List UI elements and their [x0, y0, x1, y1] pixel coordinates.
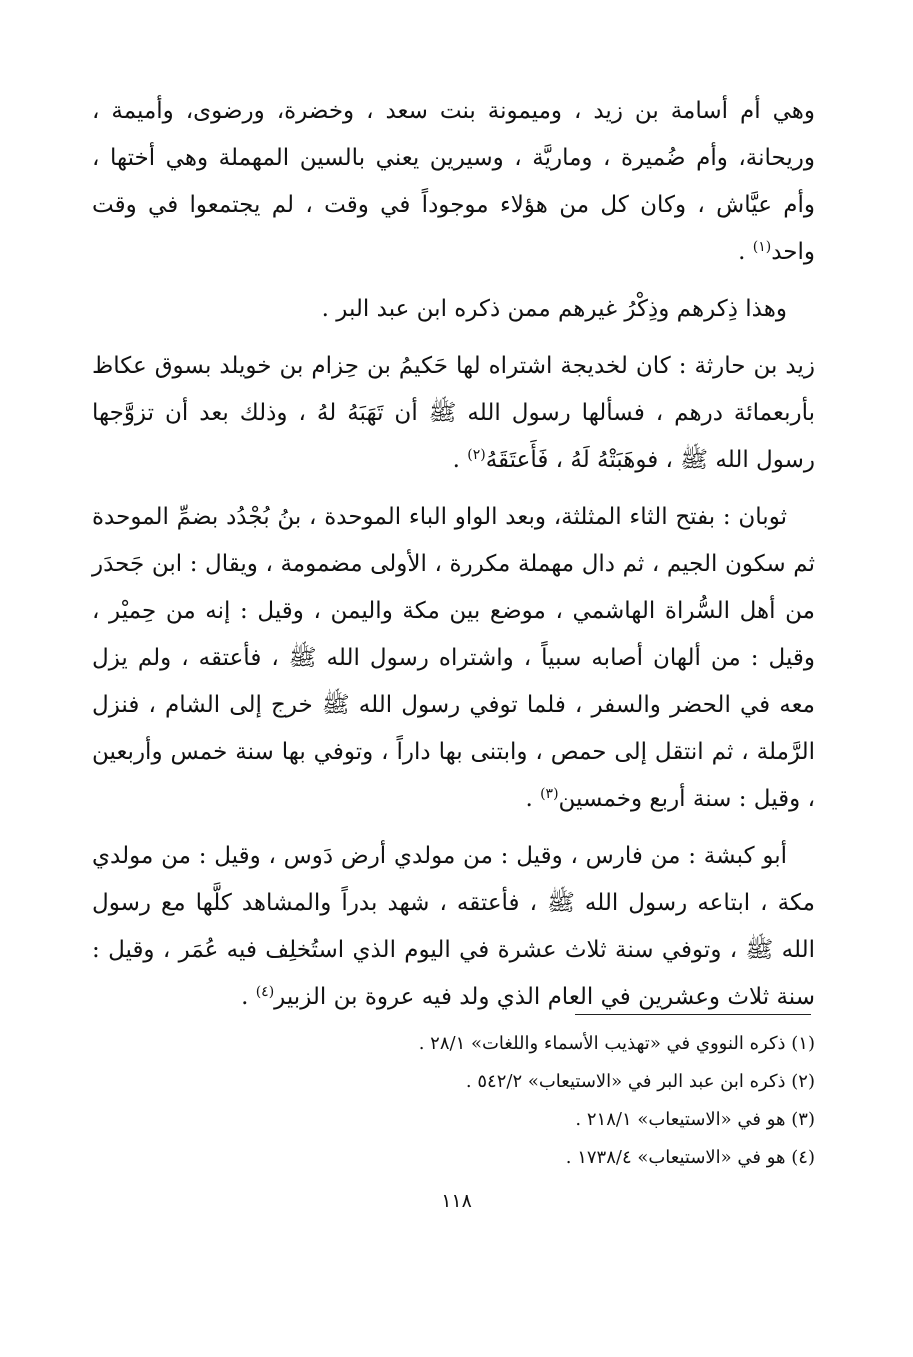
paragraph-5 [92, 833, 815, 1021]
paragraph-4-text: ثوبان : بفتح الثاء المثلثة، وبعد الواو الباء الموحدة ، بنُ بُجْدُد بضمِّ الموحدة ثم سكون الجيم ، ثم دال مهملة مكررة ، الأولى مضمومة ، ويقال : ابن جَحدَر من أهل السُّراة الهاشمي ، موضع بين مكة واليمن ، وقيل : إنه من حِميْر ، وقيل : من ألهان أصابه سبياً ، واشتراه رسول الله ﷺ ، فأعتقه ، ولم يزل معه في الحضر والسفر ، فلما توفي رسول الله ﷺ خرج إلى الشام ، فنزل الرَّملة ، ثم انتقل إلى حمص ، وابتنى بها داراً ، وتوفي بها سنة خمس وأربعين ، وقيل : سنة أربع وخمسين [92, 504, 815, 812]
paragraph-4-end: . [525, 786, 541, 812]
footnotes [92, 1025, 815, 1177]
paragraph-2 [92, 286, 815, 333]
footnote-3: (٣) هو في «الاستيعاب» ٢١٨/١ . [575, 1109, 815, 1130]
paragraph-1-text: وهي أم أسامة بن زيد ، وميمونة بنت سعد ، وخضرة، ورضوى، وأميمة ، وريحانة، وأم ضُميرة ، وماريَّة ، وسيرين يعني بالسين المهملة وهي أختها ، وأم عيَّاش ، وكان كل من هؤلاء موجوداً في وقت ، لم يجتمعوا في وقت واحد [92, 98, 815, 265]
paragraph-3 [92, 343, 815, 484]
footnote-ref-2[interactable]: (٢) [467, 447, 486, 463]
paragraph-5-text: أبو كبشة : من فارس ، وقيل : من مولدي أرض دَوس ، وقيل : من مولدي مكة ، ابتاعه رسول الله ﷺ ، فأعتقه ، شهد بدراً والمشاهد كلَّها مع رسول الله ﷺ ، وتوفي سنة ثلاث عشرة في اليوم الذي استُخلِف فيه عُمَر ، وقيل : سنة ثلاث وعشرين في العام الذي ولد فيه عروة بن الزبير [92, 843, 815, 1010]
paragraph-2-text: وهذا ذِكرهم وذِكْرُ غيرهم ممن ذكره ابن عبد البر . [321, 296, 787, 322]
footnote-ref-4[interactable]: (٤) [255, 984, 275, 1000]
footnote-2: (٢) ذكره ابن عبد البر في «الاستيعاب» ٥٤٢/٢ . [465, 1071, 815, 1092]
page-number: ١١٨ [441, 1190, 472, 1212]
paragraph-3-end: . [452, 447, 468, 473]
footnote-ref-3[interactable]: (٣) [540, 786, 559, 802]
footnote-separator [575, 1014, 811, 1015]
footnote-1: (١) ذكره النووي في «تهذيب الأسماء واللغات» ٢٨/١ . [418, 1033, 815, 1054]
paragraph-4 [92, 494, 815, 823]
paragraph-1 [92, 88, 815, 276]
footnote-4: (٤) هو في «الاستيعاب» ١٧٣٨/٤ . [565, 1147, 815, 1168]
paragraph-5-end: . [241, 984, 256, 1010]
paragraph-3-text: زيد بن حارثة : كان لخديجة اشتراه لها حَكيمُ بن حِزام بن خويلد بسوق عكاظ بأربعمائة درهم ، فسألها رسول الله ﷺ أن تَهَبَهُ لهُ ، وذلك بعد أن تزوَّجها رسول الله ﷺ ، فوهَبَتْهُ لَهُ ، فَأَعتَقَهُ [92, 353, 815, 473]
paragraph-1-end: . [738, 239, 753, 265]
footnote-ref-1[interactable]: (١) [752, 239, 772, 255]
main-text [92, 88, 815, 1021]
